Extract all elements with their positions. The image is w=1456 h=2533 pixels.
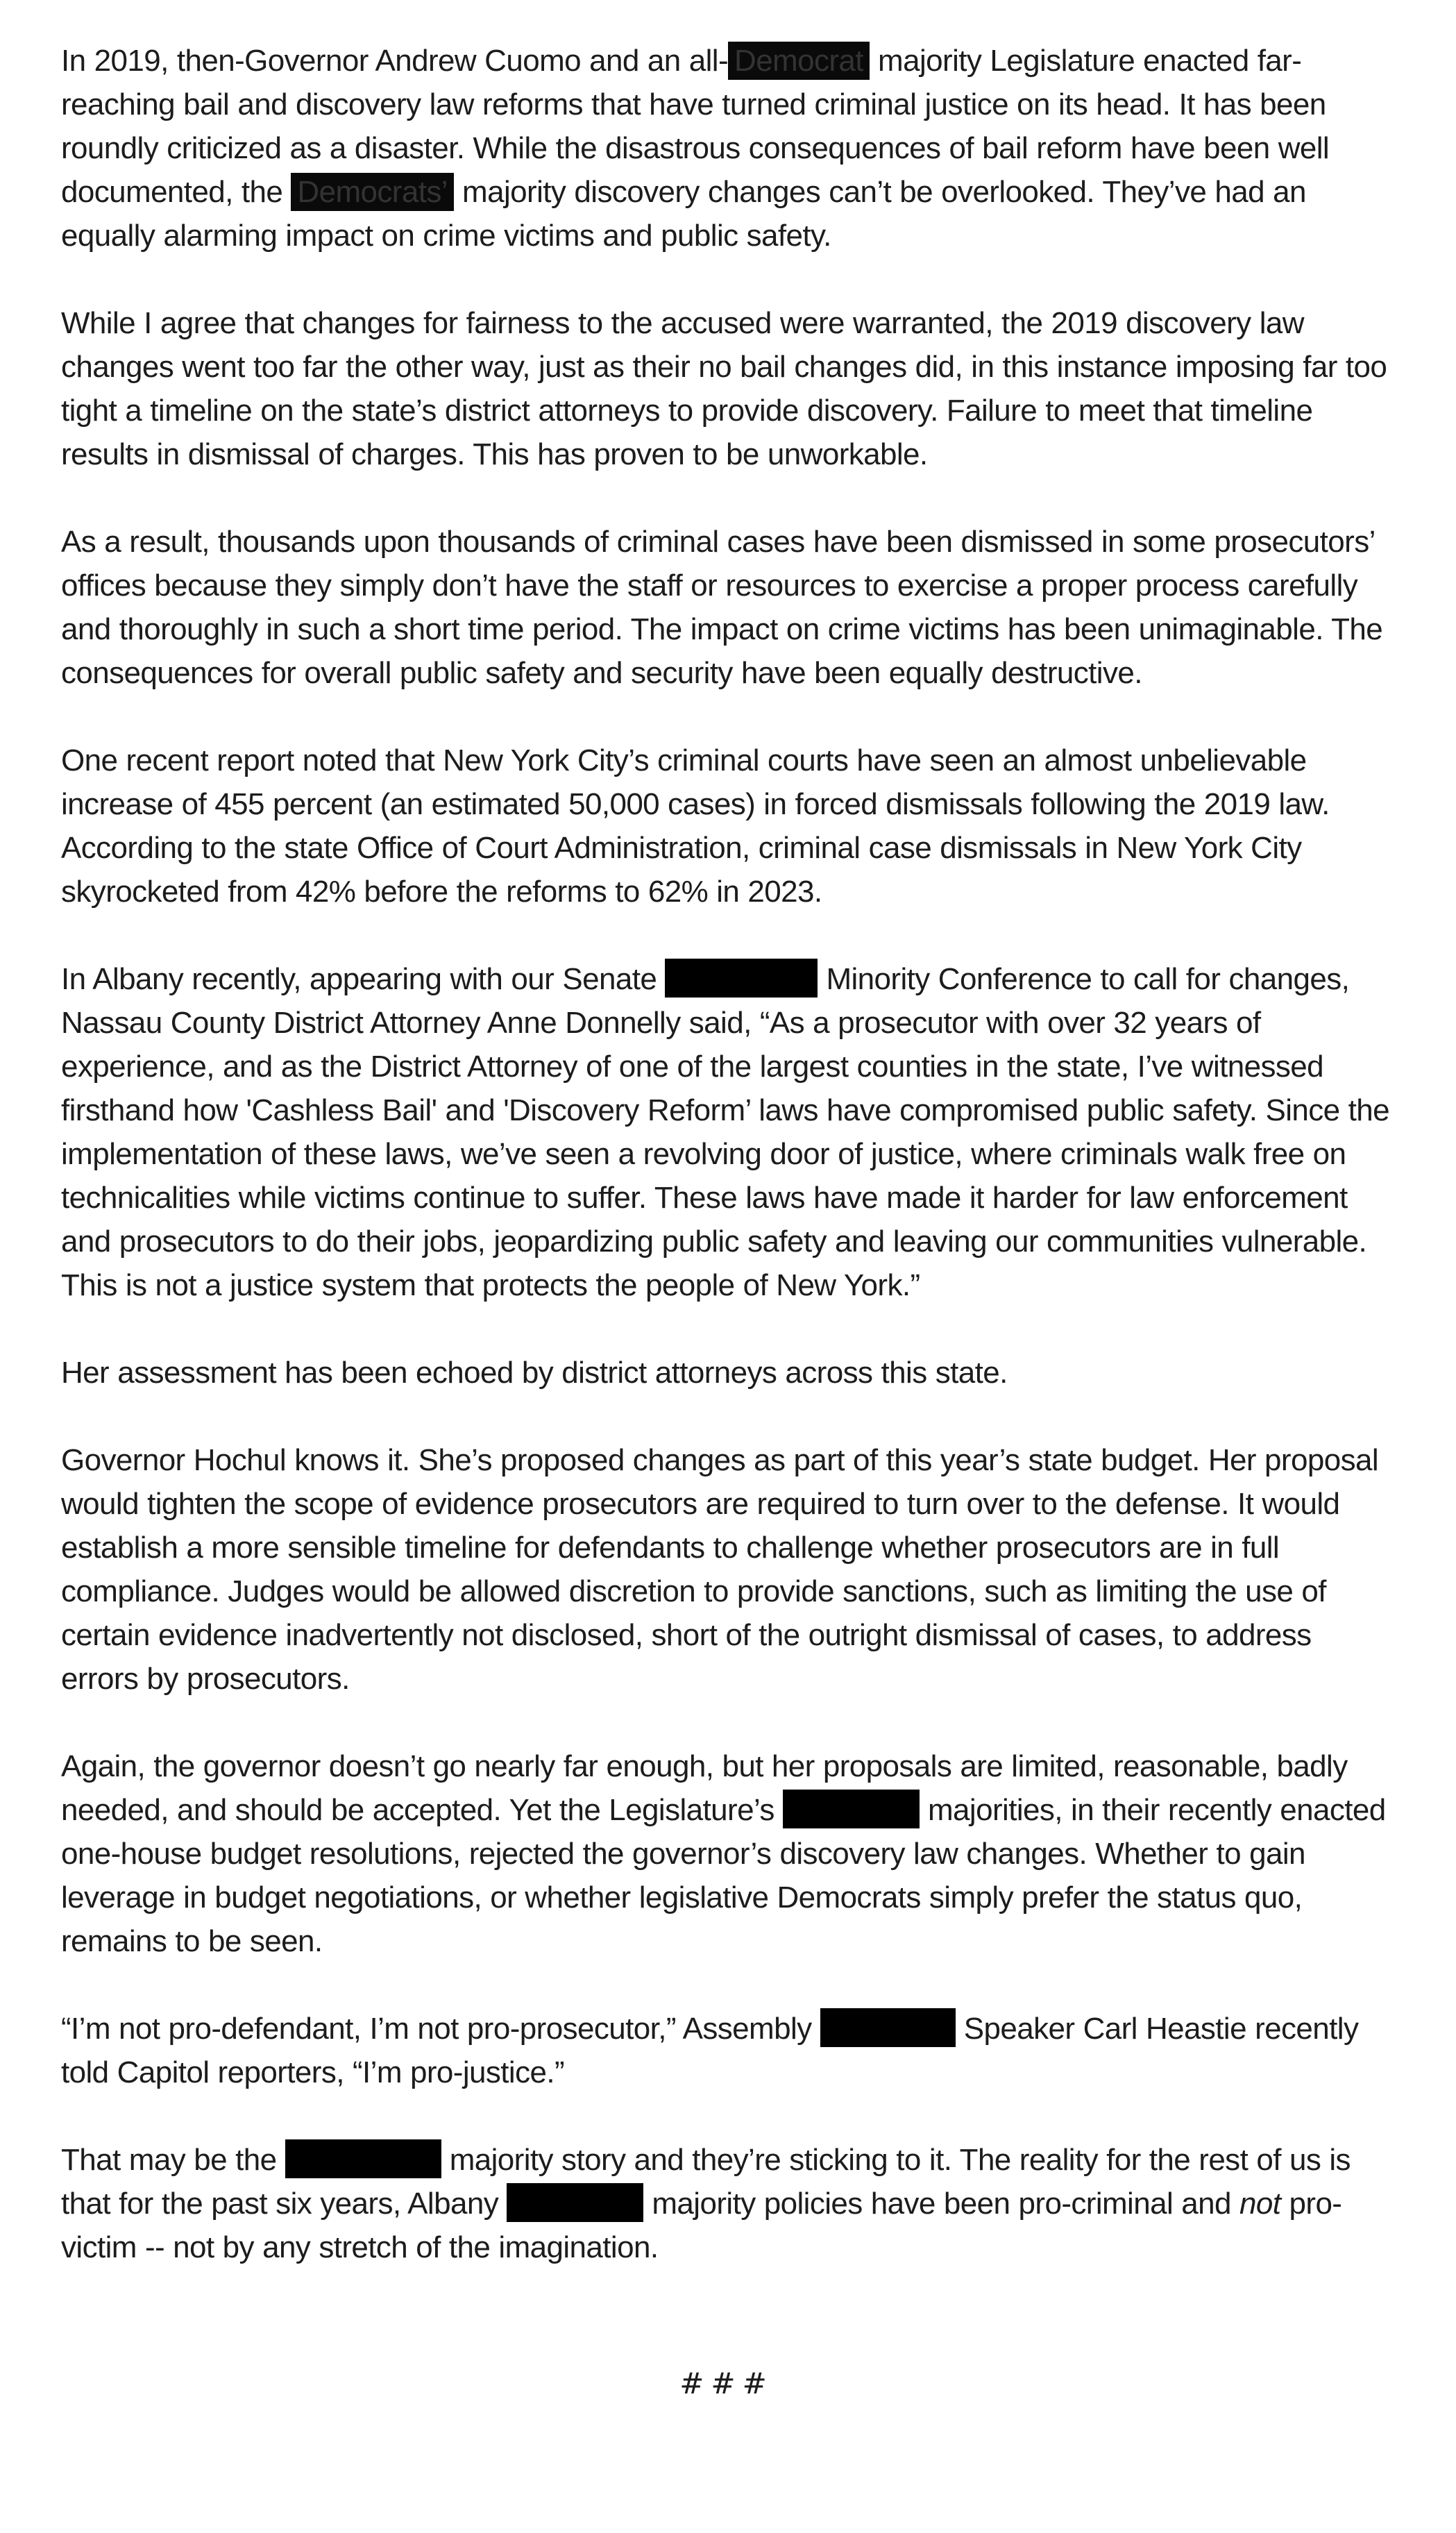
text-segment: “I’m not pro-defendant, I’m not pro-prosecutor,” Assembly	[61, 2012, 820, 2046]
text-segment: In 2019, then-Governor Andrew Cuomo and an all-	[61, 44, 729, 78]
paragraph-10	[61, 2138, 1392, 2269]
text-segment: majority Legislature enacted far-reaching bail and discovery law reforms that have turned criminal justice on its head. It has been roundly criticized as a disaster. While the disastrous consequences of bail reform have been well documented, the	[61, 44, 1330, 209]
paragraph-7	[61, 1438, 1392, 1701]
text-segment: That may be the	[61, 2143, 285, 2177]
text-segment: majority discovery changes can’t be overlooked. They’ve had an equally alarming impact on crime victims and public safety.	[61, 175, 1306, 253]
paragraph-1	[61, 39, 1392, 258]
paragraph-6	[61, 1351, 1392, 1395]
redaction-bar	[507, 2183, 643, 2222]
text-segment: pro-victim -- not by any stretch of the imagination.	[61, 2187, 1342, 2264]
paragraph-3	[61, 520, 1392, 695]
text-segment: Again, the governor doesn’t go nearly far enough, but her proposals are limited, reasonable, badly needed, and should be accepted. Yet the Legislature’s	[61, 1749, 1348, 1827]
redaction-bar	[285, 2139, 441, 2178]
paragraph-8	[61, 1744, 1392, 1963]
redaction-bar	[783, 1790, 920, 1828]
text-segment: Speaker Carl Heastie recently told Capitol reporters, “I’m pro-justice.”	[61, 2012, 1359, 2089]
redaction-democrats: Democrats’	[291, 173, 454, 211]
text-segment: While I agree that changes for fairness to the accused were warranted, the 2019 discovery law changes went too far the other way, just as their no bail changes did, in this instance imposing far too tight a timeline on the state’s district attorneys to provide discovery. Failure to meet that timeline results in dismissal of charges. This has proven to be unworkable.	[61, 306, 1387, 471]
text-segment: Minority Conference to call for changes, Nassau County District Attorney Anne Donnelly said, “As a prosecutor with over 32 years of experience, and as the District Attorney of one of the largest counties in the state, I’ve witnessed firsthand how 'Cashless Bail' and 'Discovery Reform’ laws have compromised public safety. Since the implementation of these laws, we’ve seen a revolving door of justice, where criminals walk free on technicalities while victims continue to suffer. These laws have made it harder for law enforcement and prosecutors to do their jobs, jeopardizing public safety and leaving our communities vulnerable. This is not a justice system that protects the people of New York.”	[61, 962, 1390, 1302]
paragraph-9	[61, 2007, 1392, 2094]
text-segment: Governor Hochul knows it. She’s proposed changes as part of this year’s state budget. Her proposal would tighten the scope of evidence prosecutors are required to turn over to the defense. It would establish a more sensible timeline for defendants to challenge whether prosecutors are in full compliance. Judges would be allowed discretion to provide sanctions, such as limiting the use of certain evidence inadvertently not disclosed, short of the outright dismissal of cases, to address errors by prosecutors.	[61, 1443, 1379, 1696]
text-segment: As a result, thousands upon thousands of criminal cases have been dismissed in some prosecutors’ offices because they simply don’t have the staff or resources to exercise a proper process carefully and thoroughly in such a short time period. The impact on crime victims has been unimaginable. The consequences for overall public safety and security have been equally destructive.	[61, 525, 1383, 690]
paragraph-4	[61, 739, 1392, 914]
redaction-bar	[820, 2008, 956, 2047]
paragraph-2	[61, 301, 1392, 476]
text-segment: One recent report noted that New York City’s criminal courts have seen an almost unbelievable increase of 455 percent (an estimated 50,000 cases) in forced dismissals following the 2019 law. According to the state Office of Court Administration, criminal case dismissals in New York City skyrocketed from 42% before the reforms to 62% in 2023.	[61, 743, 1330, 909]
emphasized-not: not	[1239, 2187, 1281, 2221]
redaction-democrat: Democrat	[728, 42, 870, 80]
end-marker: ###	[679, 2366, 774, 2400]
text-segment: In Albany recently, appearing with our Senate	[61, 962, 666, 996]
paragraph-5	[61, 957, 1392, 1307]
redaction-bar	[665, 959, 818, 998]
text-segment: majorities, in their recently enacted one-house budget resolutions, rejected the governor’s discovery law changes. Whether to gain leverage in budget negotiations, or whether legislative Democrats simply prefer the status quo, remains to be seen.	[61, 1793, 1386, 1958]
text-segment: Her assessment has been echoed by district attorneys across this state.	[61, 1356, 1008, 1390]
text-segment: majority story and they’re sticking to it. The reality for the rest of us is that for the past six years, Albany	[61, 2143, 1351, 2221]
text-segment: majority policies have been pro-criminal and	[643, 2187, 1240, 2221]
